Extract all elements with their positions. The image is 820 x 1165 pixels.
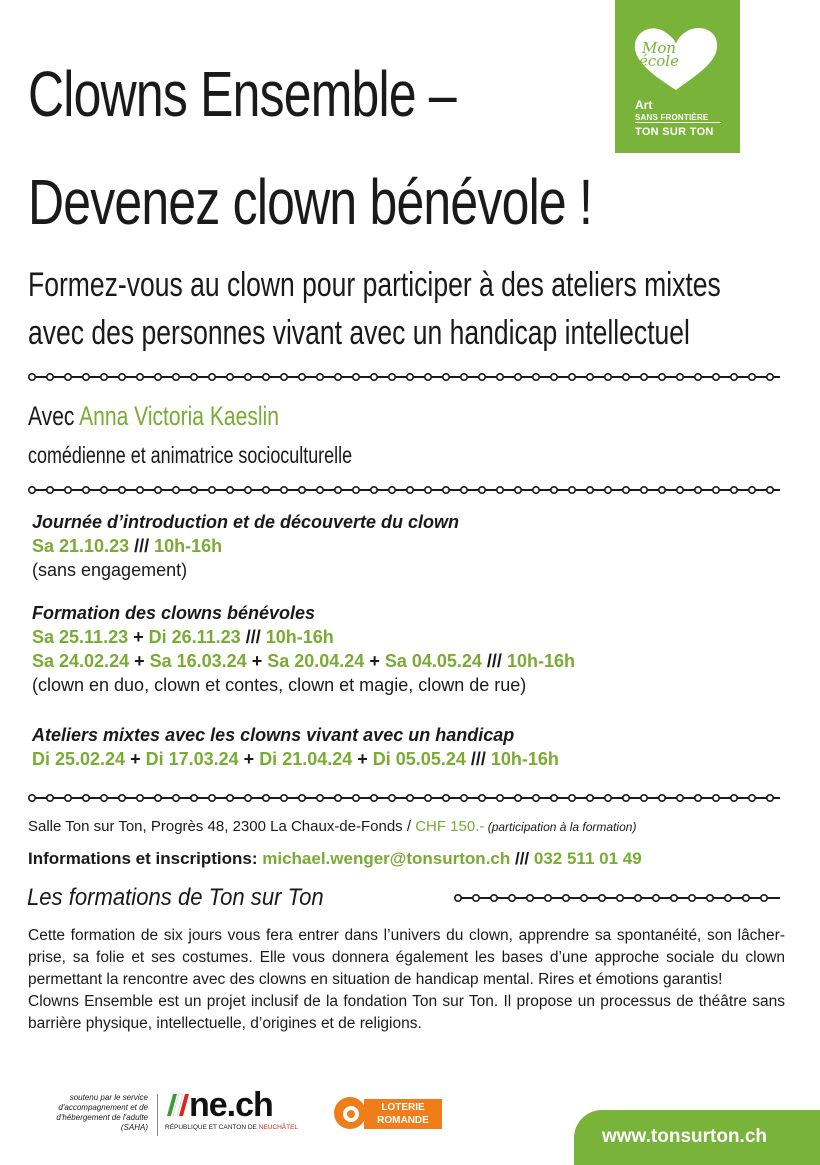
plus: + [125, 749, 146, 769]
venue-line [28, 818, 636, 835]
plus: + [246, 651, 268, 671]
website-link[interactable]: www.tonsurton.ch [602, 1126, 768, 1147]
phone-link[interactable]: 032 511 01 49 [533, 849, 642, 868]
plus: + [352, 749, 373, 769]
section-ateliers [32, 723, 559, 771]
plus: + [364, 651, 385, 671]
description-paragraph-2: Clowns Ensemble est un projet inclusif de la fondation Ton sur Ton. Il propose un processus de théâtre sans barrière physique, intellectuelle, d’origines et de religions. [28, 993, 785, 1032]
info-label: Informations et inscriptions: [28, 849, 263, 868]
date: Sa 20.04.24 [267, 651, 365, 671]
price: CHF 150.- [415, 818, 485, 835]
date: Di 17.03.24 [145, 749, 239, 769]
logo-line-art: Art [635, 98, 653, 112]
formations-heading: Les formations de Ton sur Ton [27, 884, 324, 911]
ne-ch-wordmark: ne.ch [189, 1086, 273, 1124]
date: Sa 04.05.24 [384, 651, 482, 671]
date: Di 21.04.24 [259, 749, 353, 769]
logo-line-ton-sur-ton: TON SUR TON [635, 122, 721, 138]
date: Di 25.02.24 [32, 749, 126, 769]
trainer-name: Anna Victoria Kaeslin [79, 401, 279, 431]
section-note: (clown en duo, clown et contes, clown et magie, clown de rue) [32, 675, 527, 695]
subtitle-line-1: Formez-vous au clown pour participer à des ateliers mixtes [28, 266, 721, 304]
time: 10h-16h [265, 627, 334, 647]
trainer-role: comédienne et animatrice socioculturelle [28, 442, 353, 468]
time: 10h-16h [154, 536, 223, 556]
time: 10h-16h [490, 749, 559, 769]
section-formation [32, 601, 575, 697]
price-note: (participation à la formation) [484, 820, 637, 834]
section-note: (sans engagement) [32, 560, 188, 580]
chain-divider [28, 371, 784, 383]
section-heading: Journée d’introduction et de découverte du clown [32, 512, 460, 532]
plus: + [238, 749, 260, 769]
plus: + [129, 651, 150, 671]
date: Sa 24.02.24 [32, 651, 130, 671]
trainer-line [28, 401, 279, 432]
date: Sa 21.10.23 [32, 536, 130, 556]
chain-divider [454, 892, 784, 904]
separator: /// [465, 749, 491, 769]
logo-heart-text: Mon école [639, 39, 679, 70]
date: Sa 25.11.23 [32, 627, 129, 647]
separator: /// [240, 627, 266, 647]
chain-divider [28, 484, 784, 496]
date: Sa 16.03.24 [149, 651, 247, 671]
date-line [32, 625, 575, 649]
venue-address: Salle Ton sur Ton, Progrès 48, 2300 La Chaux-de-Fonds / [28, 818, 416, 835]
ne-ch-caption: RÉPUBLIQUE ET CANTON DE NEUCHÂTEL [165, 1124, 299, 1131]
loterie-text: LOTERIE ROMANDE [364, 1099, 442, 1129]
chain-divider [28, 792, 784, 804]
sponsor-text: soutenu par le service d'accompagnement et de d'hébergement de l'adulte (SAHA) [56, 1093, 148, 1132]
trainer-prefix: Avec [28, 401, 80, 431]
date-line [32, 534, 459, 558]
separator: /// [481, 651, 507, 671]
date: Di 05.05.24 [372, 749, 466, 769]
loterie-circle-icon [334, 1097, 366, 1129]
section-introduction [32, 510, 459, 582]
date-line [32, 649, 575, 673]
date: Di 26.11.23 [148, 627, 241, 647]
separator: /// [129, 536, 155, 556]
ne-ch-logo [165, 1086, 299, 1131]
description-paragraph-1: Cette formation de six jours vous fera entrer dans l’univers du clown, apprendre sa spontanéité, son lâcher-prise, sa folie et ses costumes. Elle vous donnera également les bases d’une approche sociale du clown permettant la rencontre avec des clowns en situation de handicap mental. Rires et émotions garantis! [28, 927, 785, 988]
flag-icon [165, 1090, 189, 1116]
plus: + [128, 627, 149, 647]
logo-line-sans-frontiere: SANS FRONTIÈRE [635, 113, 709, 122]
subtitle-line-2: avec des personnes vivant avec un handicap intellectuel [28, 314, 690, 352]
time: 10h-16h [506, 651, 575, 671]
email-link[interactable]: michael.wenger@tonsurton.ch [262, 849, 511, 868]
separator: /// [510, 849, 534, 868]
ton-sur-ton-logo [615, 0, 740, 153]
section-heading: Formation des clowns bénévoles [32, 603, 316, 623]
page-title-line-1: Clowns Ensemble – [28, 58, 456, 130]
page-title-line-2: Devenez clown bénévole ! [28, 166, 593, 238]
divider [157, 1094, 158, 1136]
description [28, 925, 785, 1035]
website-banner[interactable] [574, 1110, 820, 1165]
info-line [28, 849, 642, 869]
section-heading: Ateliers mixtes avec les clowns vivant avec un handicap [32, 725, 515, 745]
date-line [32, 747, 559, 771]
